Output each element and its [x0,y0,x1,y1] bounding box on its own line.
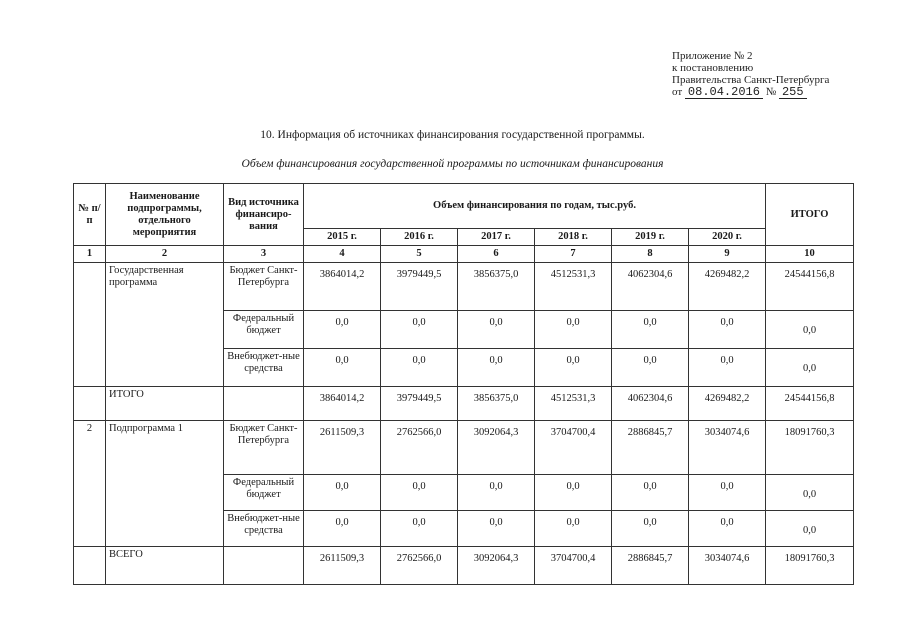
cell-value: 2611509,3 [304,547,381,585]
cell-value: 2886845,7 [612,421,689,475]
col-number: 3 [224,246,304,263]
col-number: 5 [381,246,458,263]
cell-value: 0,0 [612,311,689,349]
cell-value: 0,0 [381,349,458,387]
cell-value: 0,0 [689,349,766,387]
cell-value: 0,0 [304,349,381,387]
cell-value: 4512531,3 [535,263,612,311]
cell-value: 4062304,6 [612,263,689,311]
decree-number: 255 [779,86,807,99]
cell-value: 3034074,6 [689,421,766,475]
cell-value: 3979449,5 [381,387,458,421]
col-number: 1 [74,246,106,263]
row-num: 2 [74,421,106,547]
cell-value: 0,0 [612,475,689,511]
cell-value: 2762566,0 [381,547,458,585]
col-number: 2 [106,246,224,263]
header-year: 2018 г. [535,229,612,246]
row-num [74,263,106,387]
cell-total: 0,0 [766,511,854,547]
cell-value: 4512531,3 [535,387,612,421]
cell-value: 0,0 [381,475,458,511]
cell-value: 0,0 [689,311,766,349]
summary-label: ВСЕГО [106,547,224,585]
cell-value: 4269482,2 [689,263,766,311]
row-source: Внебюджет-ные средства [224,349,304,387]
row-name: Государственная программа [106,263,224,387]
cell-value: 0,0 [535,475,612,511]
col-number: 10 [766,246,854,263]
table-subtitle: Объем финансирования государственной программы по источникам финансирования [241,158,664,170]
section-title: 10. Информация об источниках финансирования государственной программы. [260,129,645,141]
cell-value: 3092064,3 [458,547,535,585]
row-source: Бюджет Санкт-Петербурга [224,263,304,311]
table-row-summary [74,387,854,421]
col-number: 4 [304,246,381,263]
appendix-line-1: Приложение № 2 [672,50,753,62]
table-row [74,263,854,311]
cell-value: 3979449,5 [381,263,458,311]
cell-value: 0,0 [535,311,612,349]
cell-value: 3092064,3 [458,421,535,475]
number-label: № [765,86,777,98]
cell-value: 3856375,0 [458,387,535,421]
summary-label: ИТОГО [106,387,224,421]
col-number: 9 [689,246,766,263]
header-year: 2015 г. [304,229,381,246]
row-source: Бюджет Санкт-Петербурга [224,421,304,475]
header-year: 2017 г. [458,229,535,246]
cell-value: 0,0 [458,349,535,387]
cell-value: 3704700,4 [535,547,612,585]
row-source: Федеральный бюджет [224,475,304,511]
cell-value: 3864014,2 [304,387,381,421]
header-year: 2016 г. [381,229,458,246]
cell-value: 4269482,2 [689,387,766,421]
header-year: 2020 г. [689,229,766,246]
row-source: Внебюджет-ные средства [224,511,304,547]
appendix-line-3: Правительства Санкт-Петербурга [672,74,830,86]
header-volume: Объем финансирования по годам, тыс.руб. [304,184,766,229]
col-number: 6 [458,246,535,263]
cell-value: 3704700,4 [535,421,612,475]
appendix-header [672,50,829,99]
cell-value: 0,0 [381,311,458,349]
col-number: 8 [612,246,689,263]
header-year: 2019 г. [612,229,689,246]
cell-total: 0,0 [766,311,854,349]
cell-value: 3856375,0 [458,263,535,311]
cell-value: 0,0 [612,511,689,547]
table-row [74,421,854,475]
header-name: Наименование подпрограммы, отдельного мероприятия [106,184,224,246]
row-source: Федеральный бюджет [224,311,304,349]
cell-value: 0,0 [612,349,689,387]
cell-value: 0,0 [304,511,381,547]
cell-value: 0,0 [381,511,458,547]
cell-value: 0,0 [304,311,381,349]
cell-value: 0,0 [535,349,612,387]
cell-value: 2611509,3 [304,421,381,475]
header-total: ИТОГО [766,184,854,246]
header-source: Вид источника финансиро-вания [224,184,304,246]
cell-value: 0,0 [458,511,535,547]
table-row-summary [74,547,854,585]
cell-value: 2762566,0 [381,421,458,475]
financing-table [73,183,854,585]
cell-total: 24544156,8 [766,387,854,421]
appendix-decree-line [672,86,829,99]
cell-total: 0,0 [766,349,854,387]
header-num: № п/п [74,184,106,246]
cell-value: 3034074,6 [689,547,766,585]
cell-value: 4062304,6 [612,387,689,421]
cell-value: 0,0 [535,511,612,547]
cell-value: 0,0 [458,475,535,511]
decree-date: 08.04.2016 [685,86,763,99]
cell-total: 0,0 [766,475,854,511]
col-number: 7 [535,246,612,263]
cell-value: 0,0 [304,475,381,511]
cell-value: 3864014,2 [304,263,381,311]
row-name: Подпрограмма 1 [106,421,224,547]
from-label: от [672,86,683,98]
appendix-line-2: к постановлению [672,62,754,74]
cell-value: 0,0 [689,511,766,547]
cell-value: 0,0 [689,475,766,511]
cell-total: 18091760,3 [766,547,854,585]
cell-value: 0,0 [458,311,535,349]
cell-total: 18091760,3 [766,421,854,475]
cell-value: 2886845,7 [612,547,689,585]
cell-total: 24544156,8 [766,263,854,311]
